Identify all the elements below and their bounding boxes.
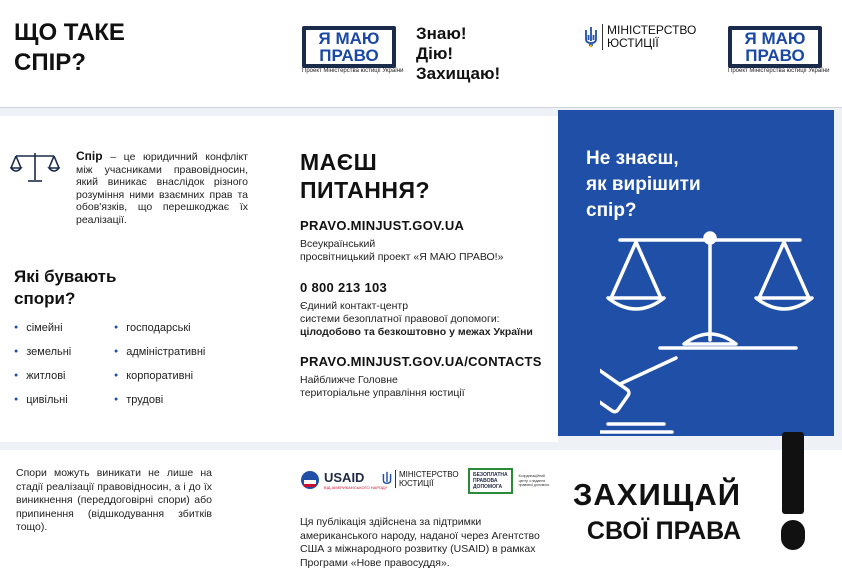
ministry-name: МІНІСТЕРСТВО [399,470,459,479]
trident-icon [584,26,598,48]
usaid-caption: ВІД АМЕРИКАНСЬКОГО НАРОДУ [324,485,388,490]
logo-caption: Проект Міністерства юстиції України [728,68,830,74]
legal-aid-text: ПРАВОВА [473,478,498,484]
publication-note: Ця публікація здійснена за підтримки американського народу, наданої через Агентство США з міжнародного розвитку (USAID) в рамках Програми «Нове правосуддя». [300,516,540,569]
header-slogan [416,24,500,84]
website-description [300,238,503,264]
legal-aid-caption: Координаційний центр з надання правової допомоги [518,474,550,488]
website-link[interactable]: PRAVO.MINJUST.GOV.UA [300,218,465,233]
legal-aid-text: ДОПОМОГА [473,484,503,490]
question-line: спір? [586,200,637,221]
hotline-description [300,300,533,339]
list-item: ● житлові [14,370,71,382]
heading-line: ПИТАННЯ? [300,177,431,203]
contacts-description [300,374,465,400]
legal-aid-logo [468,468,553,494]
description-line: Єдиний контакт-центр [300,300,409,312]
contacts-link[interactable]: PRAVO.MINJUST.GOV.UA/CONTACTS [300,354,542,369]
slogan-line: СВОЇ ПРАВА [586,517,742,545]
list-item: ● адміністративні [114,346,205,358]
contacts-heading [300,148,430,204]
ya-mayu-pravo-logo-secondary [728,26,830,74]
page-title [14,18,125,78]
description-line: системи безоплатної правової допомоги: [300,313,500,325]
usaid-logo [300,470,387,490]
slogan-line: Захищаю! [416,64,501,83]
ministry-name: ЮСТИЦІЇ [607,36,659,50]
slogan-line: Дію! [416,44,454,63]
definition-text: – це юридичний конфлікт між учасниками правовідносин, який виникає внаслідок різного розуміння ними взаємних прав та обов'язків, що перешкоджає їх реалізації. [76,151,248,226]
description-line: цілодобово та безкоштовно у межах України [300,326,533,338]
scales-icon [10,150,60,184]
slogan-line: ЗАХИЩАЙ [573,477,742,512]
heading-line: спори? [14,289,76,308]
logo-text: Я МАЮ [318,29,380,48]
blue-panel-question [586,146,701,224]
ministry-name: ЮСТИЦІЇ [399,479,434,488]
hotline-phone[interactable]: 0 800 213 103 [300,280,388,295]
trident-icon [382,471,392,487]
ministry-logo-small [382,470,459,488]
logo-text: Я МАЮ [744,29,806,48]
logo-caption: Проект Міністерства юстиції України [302,68,404,74]
bottom-note: Спори можуть виникати не лише на стадії реалізації правовідносин, а і до їх виникнення (переддоговірні спори) або припинення (відшкодування збитків тощо). [16,467,212,533]
slogan-line: Знаю! [416,24,467,43]
types-list-col2 [114,322,205,406]
logo-text: ПРАВО [745,46,805,65]
types-list-col1 [14,322,71,406]
ya-mayu-pravo-logo [302,26,404,74]
list-item: ● сімейні [14,322,71,334]
definition-term: Спір [76,149,103,163]
description-line: територіальне управління юстиції [300,387,465,399]
ministry-logo [584,24,696,50]
list-item: ● трудові [114,394,205,406]
list-item: ● земельні [14,346,71,358]
usaid-seal-icon [300,470,320,490]
justice-scales-gavel-icon [600,228,830,438]
question-line: Не знаєш, [586,148,679,169]
bottom-slogan [573,476,741,548]
title-line: ЩО ТАКЕ [14,19,125,46]
description-line: Найближче Головне [300,374,398,386]
legal-aid-text: БЕЗОПЛАТНА [473,472,508,478]
question-line: як вирішити [586,174,701,195]
definition [76,150,248,226]
exclamation-dot [781,520,805,550]
description-line: Всеукраїнський [300,238,376,250]
logo-text: ПРАВО [319,46,379,65]
list-item: ● господарські [114,322,205,334]
ministry-name: МІНІСТЕРСТВО [607,23,697,37]
list-item: ● корпоративні [114,370,205,382]
description-line: просвітницький проект «Я МАЮ ПРАВО!» [300,251,504,263]
heading-line: МАЄШ [300,149,378,175]
usaid-text: USAID [324,470,365,485]
title-line: СПІР? [14,49,86,76]
types-heading [14,266,116,310]
list-item: ● цивільні [14,394,71,406]
heading-line: Які бувають [14,267,117,286]
exclamation-icon [782,432,804,514]
